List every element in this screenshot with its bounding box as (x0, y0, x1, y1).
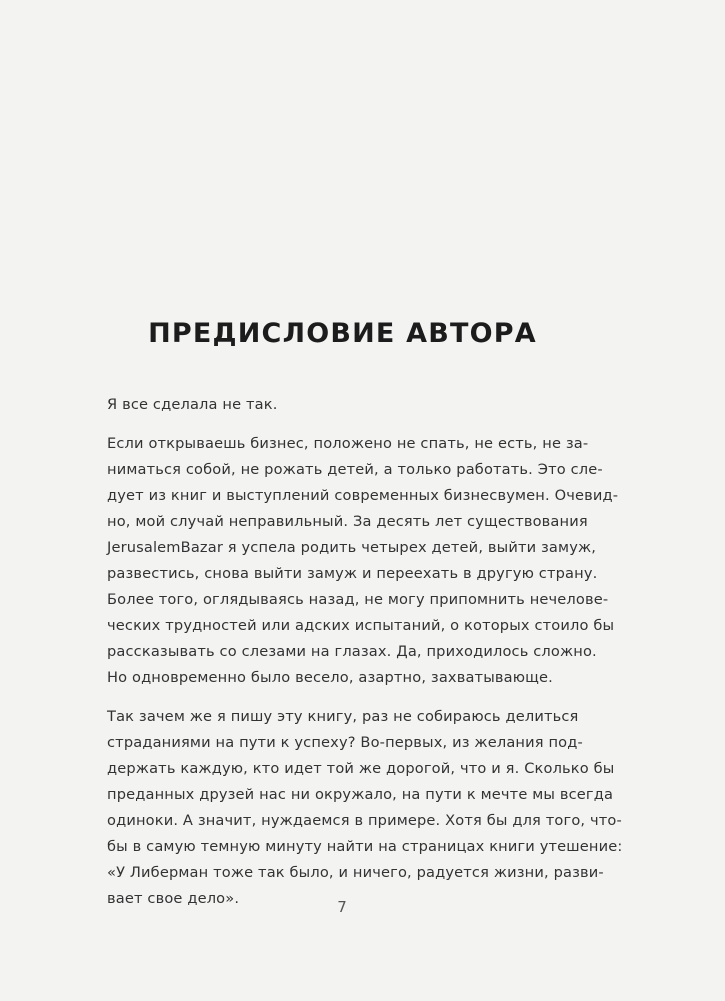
text-line: Я все сделала не так. (107, 396, 278, 413)
text-line: рассказывать со слезами на глазах. Да, приходилось сложно. (107, 643, 597, 660)
text-line: страданиями на пути к успеху? Во-первых, из желания под- (107, 734, 583, 751)
body-text (107, 392, 623, 925)
text-line: JerusalemBazar я успела родить четырех детей, выйти замуж, (107, 539, 597, 556)
paragraph-1 (107, 392, 577, 418)
text-line: вает свое дело». (107, 890, 240, 907)
text-line: «У Либерман тоже так было, и ничего, радуется жизни, разви- (107, 864, 604, 881)
text-line: ниматься собой, не рожать детей, а только работать. Это сле- (107, 461, 603, 478)
page-number: 7 (337, 898, 347, 916)
text-line: Так зачем же я пишу эту книгу, раз не собираюсь делиться (107, 708, 579, 725)
text-line: дует из книг и выступлений современных бизнесвумен. Очевид- (107, 487, 619, 504)
text-line: Более того, оглядываясь назад, не могу припомнить нечелове- (107, 591, 609, 608)
text-line: держать каждую, кто идет той же дорогой, что и я. Сколько бы (107, 760, 615, 777)
text-line: но, мой случай неправильный. За десять лет существования (107, 513, 588, 530)
text-line: одиноки. А значит, нуждаемся в примере. Хотя бы для того, что- (107, 812, 622, 829)
paragraph-3 (107, 704, 623, 912)
paragraph-2 (107, 431, 619, 691)
text-line: преданных друзей нас ни окружало, на пути к мечте мы всегда (107, 786, 614, 803)
chapter-title: ПРЕДИСЛОВИЕ АВТОРА (148, 318, 537, 349)
text-line: бы в самую темную минуту найти на страницах книги утешение: (107, 838, 623, 855)
text-line: ческих трудностей или адских испытаний, о которых стоило бы (107, 617, 615, 634)
text-line: развестись, снова выйти замуж и переехать в другую страну. (107, 565, 598, 582)
text-line: Но одновременно было весело, азартно, захватывающе. (107, 669, 553, 686)
text-line: Если открываешь бизнес, положено не спать, не есть, не за- (107, 435, 589, 452)
